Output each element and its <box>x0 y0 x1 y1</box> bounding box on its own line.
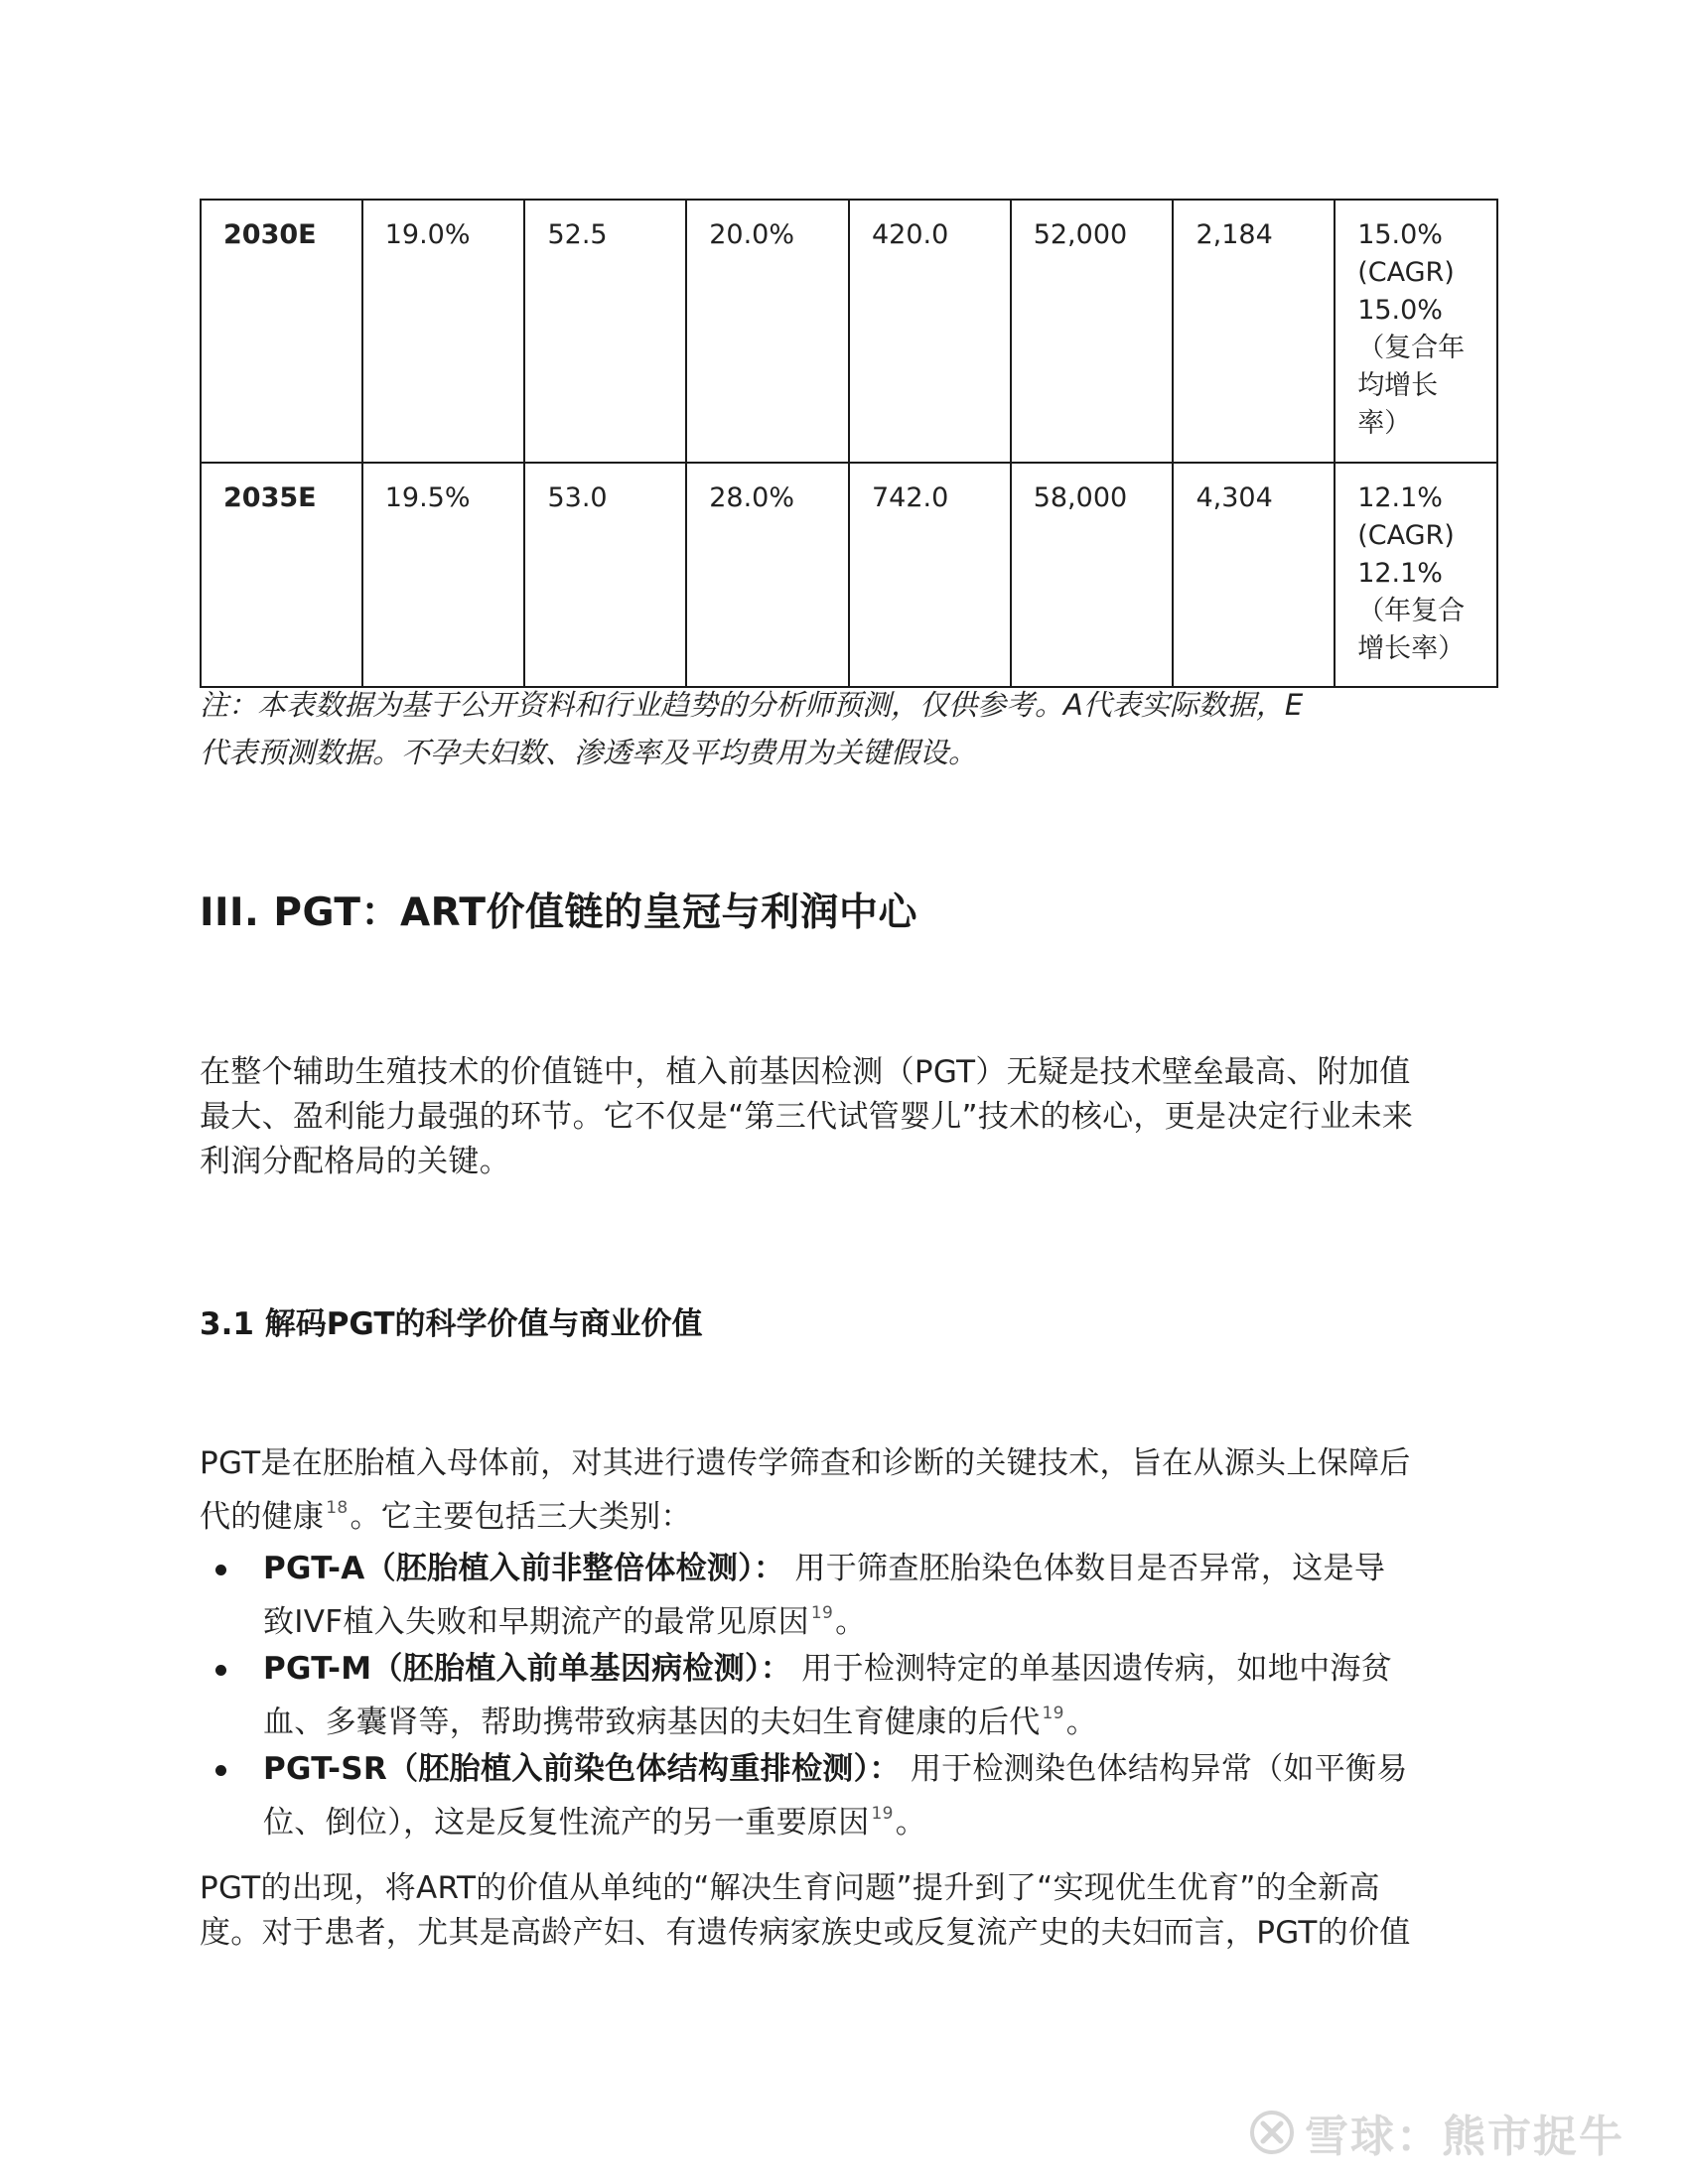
citation-ref[interactable]: 18 <box>326 1498 349 1518</box>
list-item-line <box>263 1647 1500 1692</box>
subsection-heading: 3.1 解码PGT的科学价值与商业价值 <box>200 1306 703 1342</box>
watermark <box>1249 2105 1624 2160</box>
text-run: 。它主要包括三大类别： <box>350 1499 692 1535</box>
table-cell: 52,000 <box>1011 200 1174 463</box>
text-run: 血、多囊肾等，帮助携带致病基因的夫妇生育健康的后代 <box>263 1705 1041 1740</box>
section-heading: III. PGT：ART价值链的皇冠与利润中心 <box>200 890 918 935</box>
table-cell: 20.0% <box>686 200 849 463</box>
table-cell-growth <box>1335 200 1497 463</box>
pgt-definition <box>200 1441 1500 1540</box>
text-run: 致IVF植入失败和早期流产的最常见原因 <box>263 1604 809 1640</box>
list-item-line <box>263 1692 1500 1745</box>
snowball-logo-icon <box>1249 2110 1295 2155</box>
paragraph-line: PGT是在胚胎植入母体前，对其进行遗传学筛查和诊断的关键技术，旨在从源头上保障后 <box>200 1445 1411 1481</box>
paragraph-line: 度。对于患者，尤其是高龄产妇、有遗传病家族史或反复流产史的夫妇而言，PGT的价值 <box>200 1915 1411 1951</box>
growth-line: 12.1% <box>1357 558 1443 589</box>
list-item-line <box>263 1747 1500 1792</box>
watermark-text: 雪球：熊市捉牛 <box>1305 2112 1624 2162</box>
text-run: 位、倒位），这是反复性流产的另一重要原因 <box>263 1805 870 1841</box>
section-intro <box>200 1050 1500 1184</box>
growth-line: （复合年 <box>1357 333 1466 363</box>
growth-line: 15.0% <box>1357 295 1443 326</box>
text-run: 。 <box>895 1805 927 1841</box>
table-cell-year: 2035E <box>201 463 362 687</box>
growth-line: (CAGR) <box>1357 520 1455 551</box>
table-cell: 4,304 <box>1173 463 1335 687</box>
citation-ref[interactable]: 19 <box>1042 1704 1064 1723</box>
text-run: 代的健康 <box>200 1499 325 1535</box>
list-item-title: PGT-M（胚胎植入前单基因病检测）： <box>263 1651 792 1687</box>
paragraph-line <box>200 1486 1500 1540</box>
pgt-category-list <box>200 1547 1500 1847</box>
growth-line: (CAGR) <box>1357 257 1455 288</box>
table-cell-growth <box>1335 463 1497 687</box>
closing-paragraph <box>200 1866 1500 1956</box>
list-item <box>200 1647 1500 1745</box>
text-run: 用于筛查胚胎染色体数目是否异常，这是导 <box>784 1551 1386 1586</box>
note-line: 代表预测数据。不孕夫妇数、渗透率及平均费用为关键假设。 <box>200 736 978 769</box>
growth-line: 率） <box>1357 408 1412 439</box>
citation-ref[interactable]: 19 <box>810 1603 834 1623</box>
list-item-line <box>263 1792 1500 1845</box>
list-item-title: PGT-SR（胚胎植入前染色体结构重排检测）： <box>263 1751 901 1787</box>
growth-line: 12.1% <box>1357 482 1443 513</box>
table-cell: 742.0 <box>849 463 1011 687</box>
growth-line: 15.0% <box>1357 219 1443 250</box>
table-cell: 2,184 <box>1173 200 1335 463</box>
text-run: 用于检测特定的单基因遗传病，如地中海贫 <box>791 1651 1392 1687</box>
paragraph-line: 利润分配格局的关键。 <box>200 1144 510 1179</box>
citation-ref[interactable]: 19 <box>871 1804 894 1824</box>
bullet-icon <box>215 1565 226 1575</box>
text-run: 。 <box>1065 1705 1098 1740</box>
table-cell: 19.5% <box>362 463 525 687</box>
bullet-icon <box>215 1665 226 1676</box>
table-cell: 420.0 <box>849 200 1011 463</box>
note-line: 注：本表数据为基于公开资料和行业趋势的分析师预测，仅供参考。A代表实际数据，E <box>200 688 1304 722</box>
table-cell: 28.0% <box>686 463 849 687</box>
table-row <box>201 463 1497 687</box>
paragraph-line: 在整个辅助生殖技术的价值链中，植入前基因检测（PGT）无疑是技术壁垒最高、附加值 <box>200 1054 1411 1090</box>
text-run: 。 <box>835 1604 867 1640</box>
text-run: 用于检测染色体结构异常（如平衡易 <box>900 1751 1408 1787</box>
table-cell-year: 2030E <box>201 200 362 463</box>
table-row <box>201 200 1497 463</box>
paragraph-line: PGT的出现，将ART的价值从单纯的“解决生育问题”提升到了“实现优生优育”的全新高 <box>200 1870 1380 1906</box>
list-item-line <box>263 1591 1500 1645</box>
table-cell: 58,000 <box>1011 463 1174 687</box>
paragraph-line: 最大、盈利能力最强的环节。它不仅是“第三代试管婴儿”技术的核心，更是决定行业未来 <box>200 1099 1414 1135</box>
bullet-icon <box>215 1765 226 1776</box>
table-cell: 19.0% <box>362 200 525 463</box>
growth-line: 增长率） <box>1357 633 1466 664</box>
growth-line: 均增长 <box>1357 370 1439 401</box>
forecast-table <box>200 199 1498 688</box>
list-item <box>200 1547 1500 1645</box>
list-item <box>200 1747 1500 1845</box>
table-cell: 52.5 <box>524 200 686 463</box>
list-item-line <box>263 1547 1500 1591</box>
table-cell: 53.0 <box>524 463 686 687</box>
growth-line: （年复合 <box>1357 596 1466 626</box>
list-item-title: PGT-A（胚胎植入前非整倍体检测）： <box>263 1551 785 1586</box>
table-note <box>200 681 1490 776</box>
